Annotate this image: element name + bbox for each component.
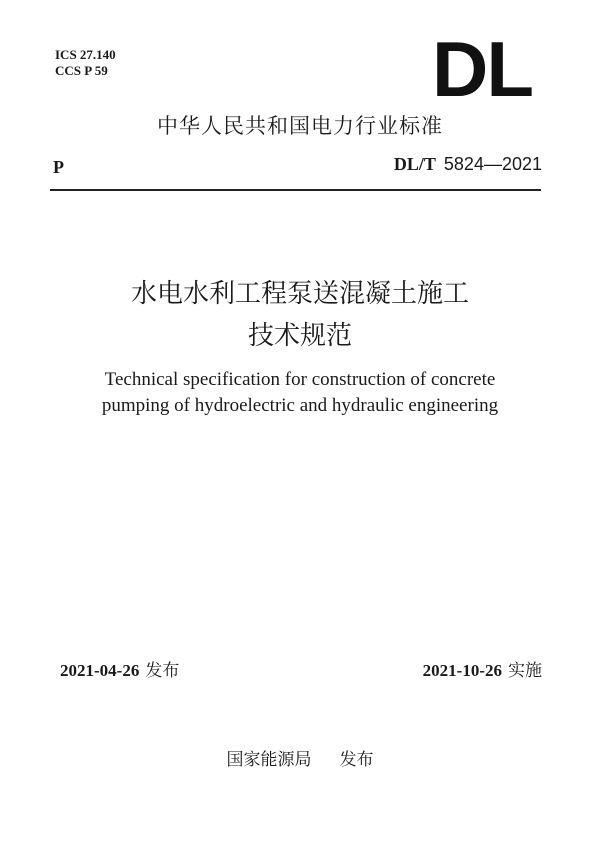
standard-number-value: 5824—2021 (443, 154, 542, 174)
implementation-date: 2021-10-26 (422, 661, 502, 680)
classification-letter: P (53, 157, 64, 177)
implementation-date-block (423, 660, 542, 682)
chinese-title-line-2: 技术规范 (247, 321, 352, 351)
publisher (0, 749, 600, 771)
implementation-label: 实施 (508, 661, 542, 681)
publisher-label: 发布 (339, 750, 374, 770)
issue-date: 2021-04-26 (60, 661, 140, 680)
chinese-title-line-1: 水电水利工程泵送混凝土施工 (130, 279, 469, 309)
english-title-line-1: Technical specification for construction of concrete (104, 369, 496, 390)
ics-code: ICS 27.140 (55, 47, 116, 62)
english-title-line-2: pumping of hydroelectric and hydraulic engineering (101, 395, 499, 416)
standard-number (394, 152, 542, 177)
standard-number-prefix: DL/T (393, 154, 436, 174)
issue-date-block (60, 660, 179, 682)
standard-type-title: 中华人民共和国电力行业标准 (157, 114, 443, 138)
header-divider (50, 189, 541, 191)
dl-logo: DL (432, 25, 532, 113)
ccs-code: CCS P 59 (55, 63, 108, 78)
issue-label: 发布 (145, 661, 180, 681)
publisher-name: 国家能源局 (226, 750, 312, 770)
